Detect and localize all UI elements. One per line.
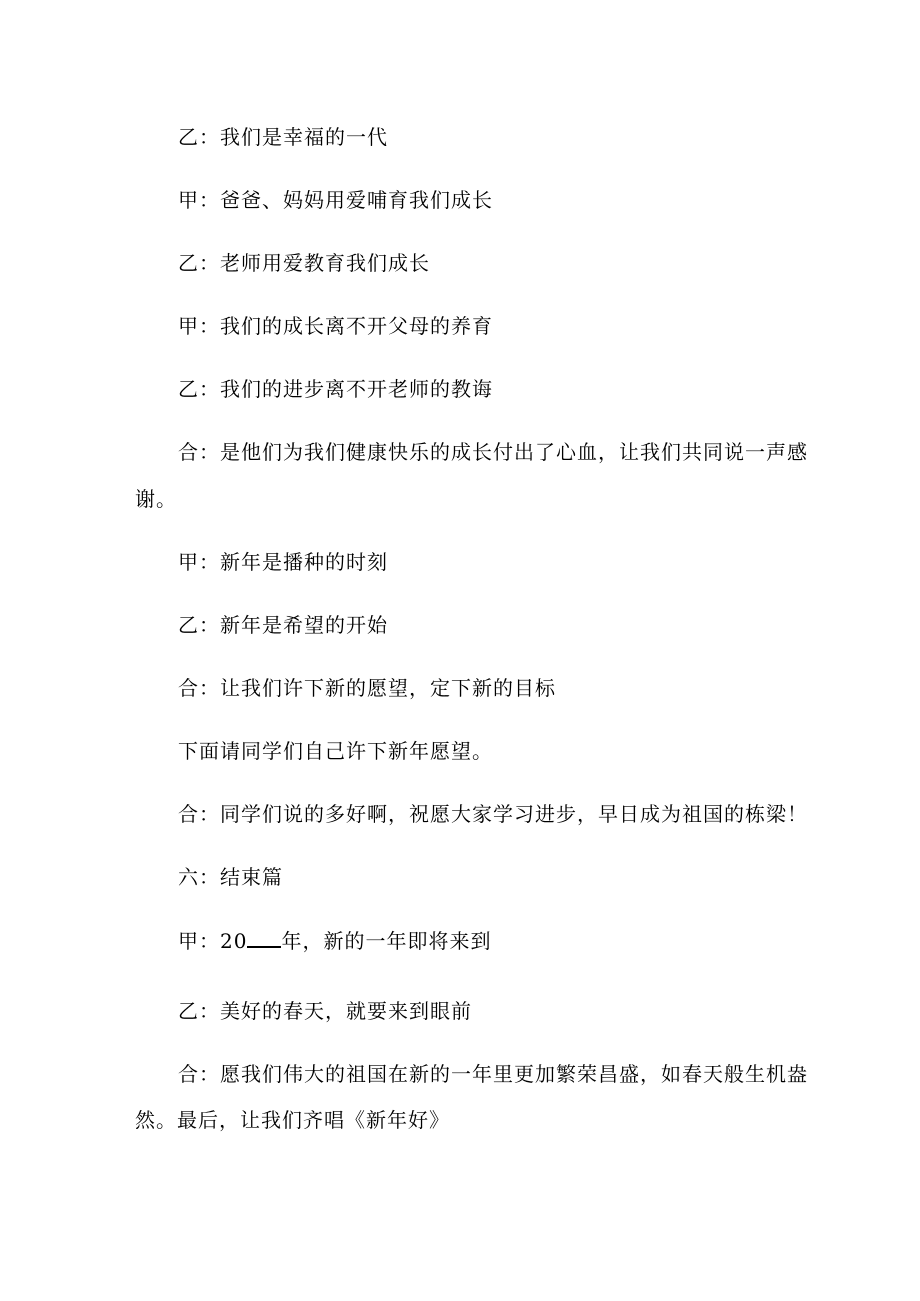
section-heading: 六：结束篇 <box>178 865 283 889</box>
paragraph-line: 乙：新年是希望的开始 <box>178 613 388 637</box>
paragraph-line: 乙：我们的进步离不开老师的教诲 <box>178 377 493 401</box>
paragraph-line: 甲：爸爸、妈妈用爱哺育我们成长 <box>178 188 493 212</box>
paragraph-line: 甲：我们的成长离不开父母的养育 <box>178 314 493 338</box>
year-prefix: 甲：20 <box>178 929 248 953</box>
paragraph-line: 合：让我们许下新的愿望，定下新的目标 <box>178 676 556 700</box>
paragraph-line: 乙：我们是幸福的一代 <box>178 125 388 149</box>
paragraph-line: 乙：老师用爱教育我们成长 <box>178 251 430 275</box>
paragraph-line: 甲：新年是播种的时刻 <box>178 550 388 574</box>
paragraph-line: 下面请同学们自己许下新年愿望。 <box>178 739 493 763</box>
year-suffix: 年，新的一年即将来到 <box>281 929 492 953</box>
year-blank <box>247 928 281 948</box>
paragraph-line: 合：愿我们伟大的祖国在新的一年里更加繁荣昌盛，如春天般生机盎 <box>178 1062 808 1086</box>
paragraph-line: 乙：美好的春天，就要来到眼前 <box>178 999 472 1023</box>
paragraph-line: 合：同学们说的多好啊，祝愿大家学习进步，早日成为祖国的栋梁！ <box>178 802 808 826</box>
paragraph-line: 合：是他们为我们健康快乐的成长付出了心血，让我们共同说一声感 <box>178 440 808 464</box>
paragraph-line-year <box>178 928 491 953</box>
paragraph-line-continued: 谢。 <box>135 487 177 511</box>
paragraph-line-continued: 然。最后，让我们齐唱《新年好》 <box>135 1108 450 1132</box>
